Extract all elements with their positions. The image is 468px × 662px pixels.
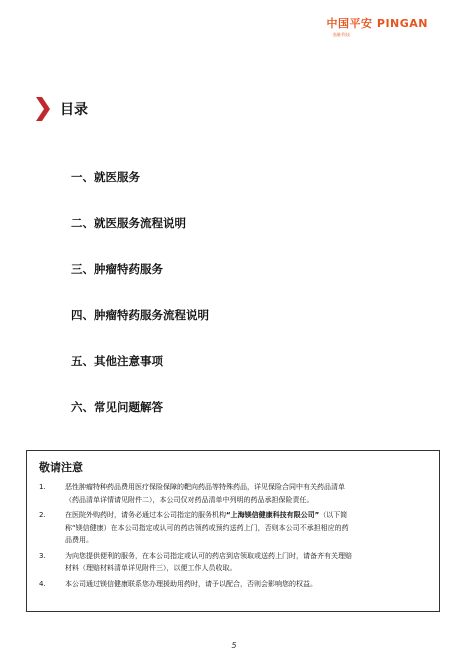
- notice-text-segment: 恶性肿瘤特种药品费用医疗保险保障的靶向药品等特殊药品，详见保险合同中有关药品清单: [65, 483, 345, 491]
- notice-item-number: 3.: [39, 551, 46, 560]
- notice-line: [65, 509, 429, 522]
- notice-emphasis: “上海镁信健康科技有限公司”: [226, 511, 320, 519]
- toc-header: [36, 97, 88, 121]
- notice-item-number: 1.: [39, 483, 46, 491]
- notice-line: [65, 534, 429, 547]
- notice-item: [39, 550, 429, 575]
- notice-item-text: [65, 509, 429, 547]
- notice-line: [65, 562, 429, 575]
- notice-item-number: 2.: [39, 511, 46, 519]
- notice-item: [39, 509, 429, 547]
- notice-text-segment: 为向您提供便利的服务，在本公司指定或认可的药店到店领取或送药上门时，请备齐有关理赔: [65, 551, 352, 560]
- notice-item-text: [65, 481, 429, 506]
- notice-text-segment: 品费用。: [65, 536, 93, 544]
- notice-title: 敬请注意: [39, 461, 83, 474]
- notice-text-segment: 在医院外购药时，请务必通过本公司指定的服务机构: [65, 511, 226, 519]
- notice-text-segment: 材料（理赔材料清单详见附件三），以便工作人员收取。: [65, 564, 237, 572]
- logo-text: 中国平安 PINGAN: [326, 17, 428, 30]
- pingan-logo: [327, 15, 428, 38]
- notice-line: [65, 481, 429, 494]
- notice-line: [65, 578, 429, 591]
- notice-item-text: [65, 578, 429, 591]
- toc-title: 目录: [60, 102, 88, 118]
- notice-list: [39, 481, 429, 590]
- notice-text-segment: 称“镁信健康）在本公司指定或认可的药店领药或预约送药上门，否则本公司不承担相应的药: [65, 523, 349, 532]
- notice-line: [65, 494, 429, 507]
- notice-text-segment: 本公司通过镁信健康联系您办理援助用药时，请予以配合，否则会影响您的权益。: [65, 579, 317, 588]
- notice-text-segment: （以下简: [319, 511, 348, 519]
- toc-list: [71, 169, 209, 445]
- notice-item-number: 4.: [39, 579, 46, 588]
- notice-line: [65, 522, 429, 535]
- toc-item[interactable]: 六、常见问题解答: [71, 400, 163, 414]
- notice-box: [26, 450, 440, 612]
- notice-item-text: [65, 550, 429, 575]
- toc-item[interactable]: 二、就医服务流程说明: [71, 216, 186, 230]
- page-number: 5: [231, 641, 237, 650]
- toc-item[interactable]: 五、其他注意事项: [71, 354, 163, 368]
- notice-item: [39, 481, 429, 506]
- toc-item[interactable]: 三、肿瘤特药服务: [71, 262, 163, 276]
- toc-item[interactable]: 一、就医服务: [71, 170, 140, 184]
- chevron-right-icon: [36, 97, 50, 121]
- logo-tagline: 金融·科技: [332, 32, 350, 37]
- notice-item: [39, 578, 429, 591]
- notice-text-segment: （药品清单详情请见附件二），本公司仅对药品清单中列明的药品承担保险责任。: [65, 495, 314, 504]
- notice-line: [65, 550, 429, 563]
- toc-item[interactable]: 四、肿瘤特药服务流程说明: [71, 308, 209, 322]
